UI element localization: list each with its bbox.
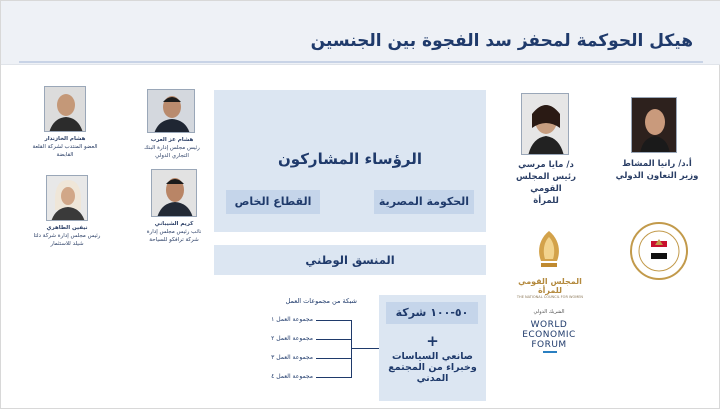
working-group-item: مجموعة العمل ١ [271, 316, 313, 323]
person-karim [131, 220, 217, 244]
ncw-english: THE NATIONAL COUNCIL FOR WOMEN [516, 295, 584, 299]
person-role: رئيس مجلس إدارة البنك [144, 145, 200, 151]
connector-line [351, 348, 379, 349]
connector-line [316, 320, 351, 321]
person-name: كريم الشيباني [154, 221, 194, 227]
person-hisham-arab [131, 136, 213, 160]
photo-rania [631, 97, 677, 153]
person-nevine [19, 224, 115, 248]
national-coordinator-box: المنسق الوطني [214, 245, 486, 275]
wef-underline [543, 351, 557, 353]
person-role: شيلد للاستثمار [50, 241, 84, 247]
private-sector-box: القطاع الخاص [226, 190, 320, 214]
working-group-item: مجموعة العمل ٢ [271, 335, 313, 342]
person-rania [613, 158, 701, 182]
working-group-item: مجموعة العمل ٣ [271, 354, 313, 361]
wef-line-2: ECONOMIC [522, 330, 576, 340]
person-role: رئيس مجلس إدارة شركة دلتا [33, 233, 101, 239]
connector-line [316, 358, 351, 359]
person-maya [511, 159, 581, 207]
photo-karim [151, 169, 197, 217]
title-bar [1, 1, 720, 65]
photo-hisham-arab [147, 89, 195, 133]
slide-title: هيكل الحوكمة لمحفز سد الفجوة بين الجنسين [310, 31, 693, 51]
person-role: شركة ترافكو للسياحة [149, 237, 199, 243]
person-role: رئيس المجلس القومي [516, 172, 576, 194]
wef-line-1: WORLD [530, 320, 568, 330]
ncw-arabic: المجلس القومي للمرأة [518, 277, 582, 295]
person-name: نيفين الطاهري [46, 225, 88, 231]
wef-logo [519, 320, 579, 350]
person-name: هشام الخازندار [44, 136, 86, 142]
photo-maya [521, 93, 569, 155]
wef-caption: الشريك الدولي [533, 309, 565, 315]
title-underline [19, 61, 703, 63]
co-chairs-title: الرؤساء المشاركون [278, 150, 422, 168]
plus-sign: + [426, 332, 439, 350]
person-role: للمرأة [533, 196, 559, 206]
person-name: هشام عز العرب [150, 137, 194, 143]
policy-makers-text: صانعي السياسات وخبراء من المجتمع المدني [388, 351, 477, 384]
connector-line [316, 377, 351, 378]
co-chairs-box [214, 90, 486, 232]
connector-line [316, 339, 351, 340]
person-hisham-khazindar [19, 135, 111, 159]
ncw-logo-icon [529, 229, 569, 277]
egyptian-government-box: الحكومة المصرية [374, 190, 474, 214]
companies-box: ٥٠-١٠٠ شركة [386, 302, 478, 324]
connector-line [351, 320, 352, 378]
person-name: أ.د/ رانيا المشاط [622, 159, 692, 169]
person-name: د/ مايا مرسي [518, 160, 574, 170]
ministry-logo [629, 221, 689, 281]
person-role: التجاري الدولي [155, 153, 189, 159]
photo-nevine [46, 175, 88, 221]
working-groups-title: شبكة من مجموعات العمل [285, 297, 357, 305]
working-group-item: مجموعة العمل ٤ [271, 373, 313, 380]
ncw-logo-text [516, 277, 584, 299]
person-role: وزير التعاون الدولي [615, 171, 699, 181]
photo-hisham-khazindar [44, 86, 86, 132]
person-role: نائب رئيس مجلس إدارة [146, 229, 202, 235]
wef-line-3: FORUM [531, 340, 567, 350]
person-role: القابضة [56, 152, 74, 158]
person-role: العضو المنتدب لشركة القلعة [32, 144, 98, 150]
